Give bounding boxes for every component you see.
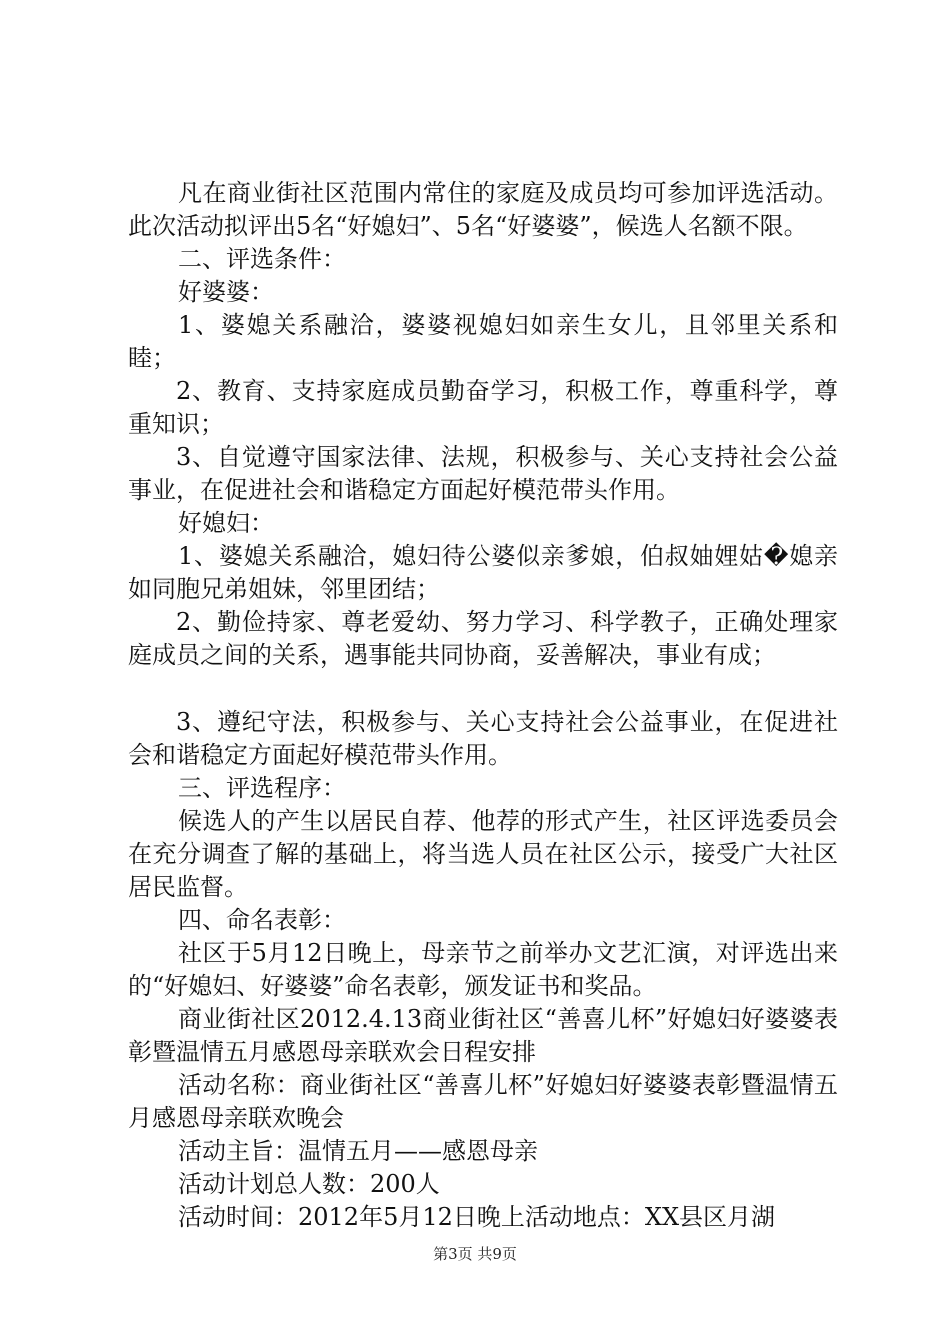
paragraph-procedure: 候选人的产生以居民自荐、他荐的形式产生，社区评选委员会在充分调查了解的基础上，将当选人员在社区公示，接受广大社区居民监督。 [128, 807, 838, 901]
heading-selection-procedure: 三、评选程序： [178, 774, 346, 802]
paragraph-schedule-title: 商业街社区2012.4.13商业街社区“善喜儿杯”好媳妇好婆婆表彰暨温情五月感恩母亲联欢会日程安排 [128, 1005, 838, 1066]
heading-good-daughter-in-law: 好媳妇： [178, 509, 274, 537]
paragraph-event-time-place: 活动时间：2012年5月12日晚上活动地点：XX县区月湖 [178, 1203, 776, 1231]
page-number-footer: 第3页 共9页 [433, 1245, 517, 1263]
paragraph-event-headcount: 活动计划总人数：200人 [178, 1170, 440, 1198]
criterion-dil-3: 3、遵纪守法，积极参与、关心支持社会公益事业，在促进社会和谐稳定方面起好模范带头作用。 [128, 708, 838, 769]
heading-naming-commendation: 四、命名表彰： [178, 906, 346, 934]
heading-selection-criteria: 二、评选条件： [178, 245, 346, 273]
document-body [128, 177, 838, 1234]
criterion-mil-1: 1、婆媳关系融洽，婆婆视媳妇如亲生女儿，且邻里关系和睦； [128, 311, 838, 372]
criterion-dil-1: 1、婆媳关系融洽，媳妇待公婆似亲爹娘，伯叔妯娌姑�媳亲如同胞兄弟姐妹，邻里团结； [128, 542, 838, 603]
criterion-mil-3: 3、自觉遵守国家法律、法规，积极参与、关心支持社会公益事业，在促进社会和谐稳定方面起好模范带头作用。 [128, 443, 838, 504]
paragraph-event-name: 活动名称：商业街社区“善喜儿杯”好媳妇好婆婆表彰暨温情五月感恩母亲联欢晚会 [128, 1071, 838, 1132]
paragraph-commendation: 社区于5月12日晚上，母亲节之前举办文艺汇演，对评选出来的“好媳妇、好婆婆”命名表彰，颁发证书和奖品。 [128, 939, 838, 1000]
heading-good-mother-in-law: 好婆婆： [178, 278, 274, 306]
criterion-dil-2: 2、勤俭持家、尊老爱幼、努力学习、科学教子，正确处理家庭成员之间的关系，遇事能共同协商，妥善解决，事业有成； [128, 608, 838, 669]
paragraph-event-theme: 活动主旨：温情五月——感恩母亲 [178, 1137, 538, 1165]
criterion-mil-2: 2、教育、支持家庭成员勤奋学习，积极工作，尊重科学，尊重知识； [128, 377, 838, 438]
paragraph-eligibility: 凡在商业街社区范围内常住的家庭及成员均可参加评选活动。此次活动拟评出5名“好媳妇”、5名“好婆婆”，候选人名额不限。 [128, 179, 838, 240]
